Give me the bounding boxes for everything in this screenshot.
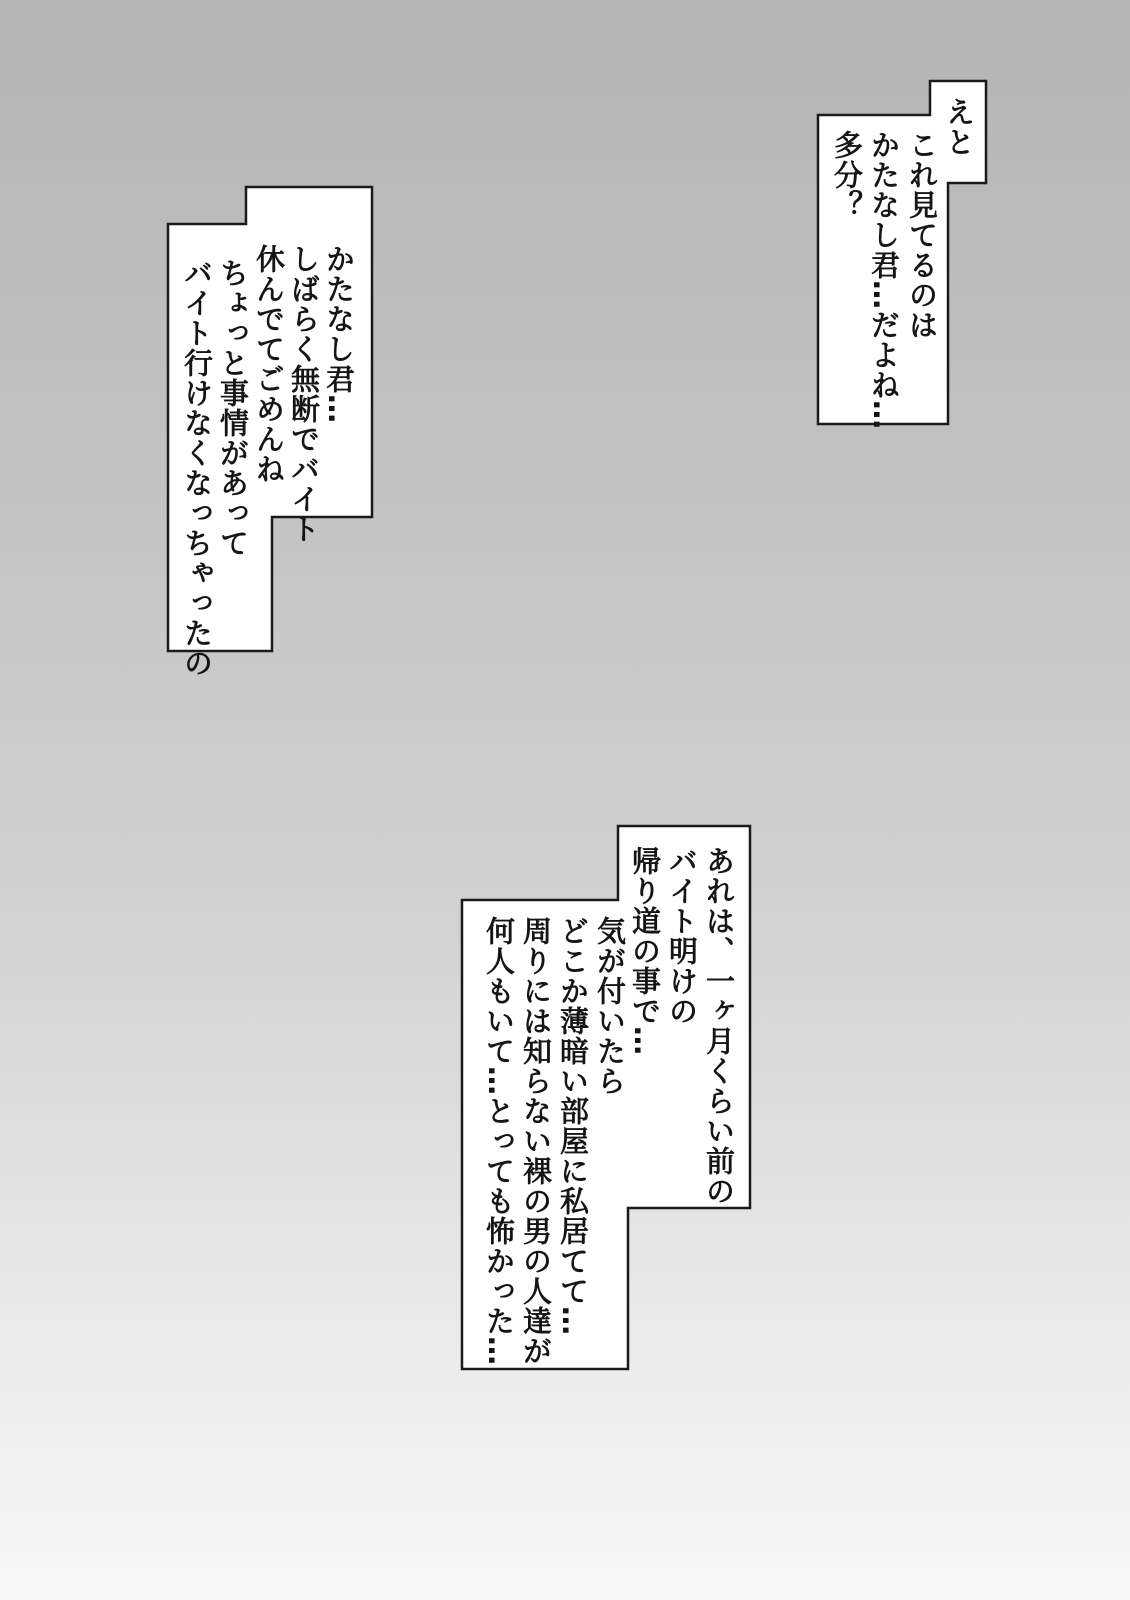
box-3-line-3: 帰り道の事で… (628, 846, 662, 1056)
box-3-line-5: どこか薄暗い部屋に私居てて… (556, 916, 590, 1336)
box-2-line-5: バイト行けなくなっちゃったの (180, 258, 214, 678)
box-3-line-7: 何人もいて…とっても怖かった… (482, 916, 516, 1366)
box-2-line-1: かたなし君… (322, 244, 356, 424)
box-2-line-2: しばらく無断でバイト (287, 244, 321, 544)
box-3-line-2: バイト明けの (665, 846, 699, 1026)
box-1-line-3: かたなし君…だよね… (867, 130, 901, 430)
box-1-line-2: これ見てるのは (905, 130, 939, 340)
box-1-line-4: 多分？ (830, 130, 864, 220)
box-1-line-1: えと (942, 97, 976, 157)
box-3-line-6: 周りには知らない裸の男の人達が (519, 916, 553, 1366)
box-3-line-1: あれは、一ヶ月くらい前の (702, 846, 736, 1206)
box-2-line-3: 休んでてごめんね (252, 244, 286, 484)
box-2-line-4: ちょっと事情があって (216, 258, 250, 558)
box-3-line-4: 気が付いたら (593, 916, 627, 1096)
